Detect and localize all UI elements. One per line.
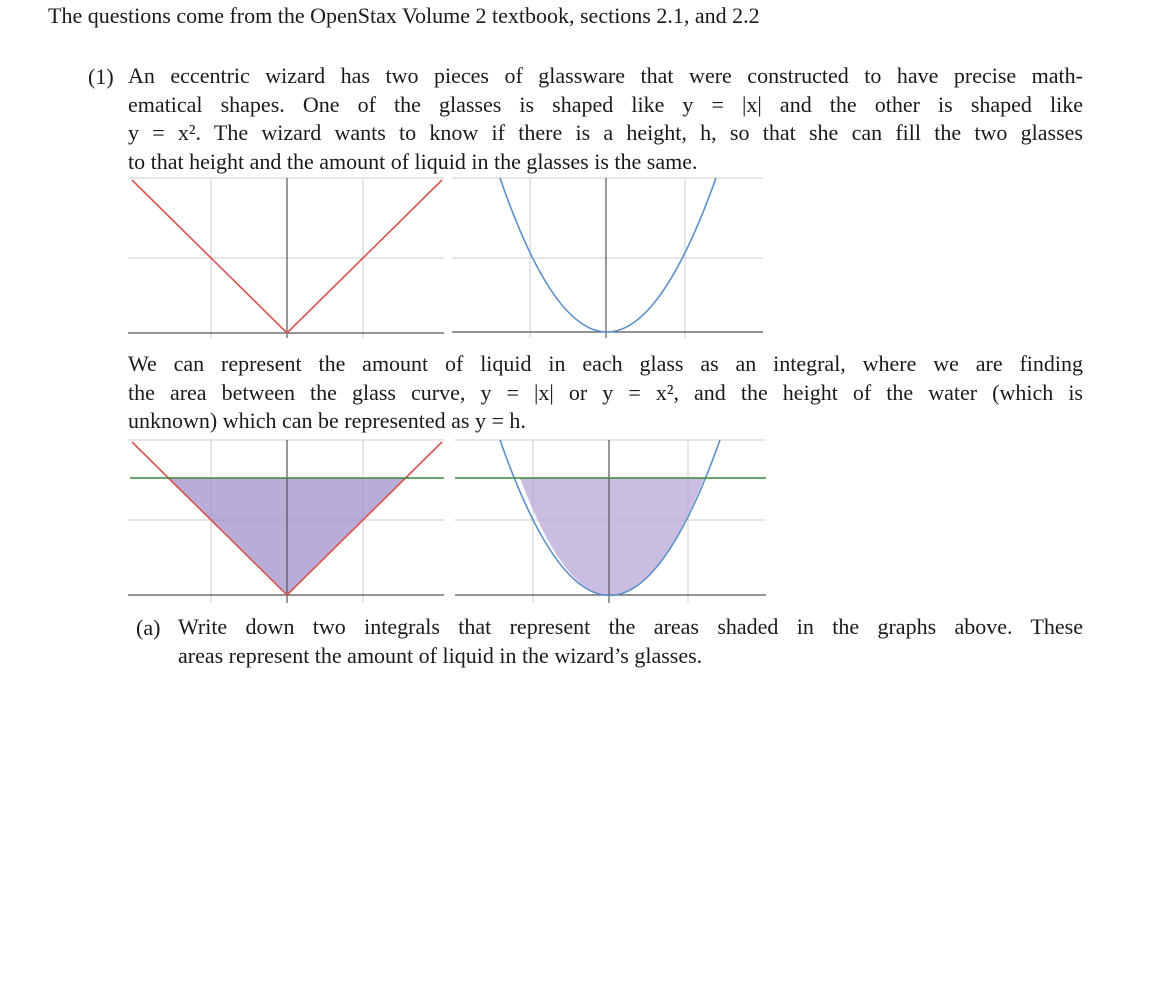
- part-a-line-1: Write down two integrals that represent the areas shaded in the graphs above. These: [178, 614, 1083, 639]
- middle-line-3: unknown) which can be represented as y = h.: [128, 408, 526, 434]
- part-a-text: [178, 613, 1083, 670]
- problem-number: (1): [88, 64, 114, 89]
- graph-abs-shaded: [128, 438, 448, 606]
- graph-parabola-grid: [452, 178, 763, 338]
- graph-abs-grid: [128, 178, 444, 338]
- middle-line-1: We can represent the amount of liquid in each glass as an integral, where we are finding: [128, 351, 1083, 376]
- middle-line-2: the area between the glass curve, y = |x| or y = x², and the height of the water (which is: [128, 379, 1083, 405]
- graph-parabola-shaded: [455, 438, 770, 606]
- problem-middle: [128, 350, 1083, 436]
- page-header: The questions come from the OpenStax Volume 2 textbook, sections 2.1, and 2.2: [48, 3, 760, 28]
- part-a-line-2: areas represent the amount of liquid in the wizard’s glasses.: [178, 642, 703, 668]
- part-a-label: (a): [136, 615, 161, 640]
- intro-line-1: An eccentric wizard has two pieces of glassware that were constructed to have precise math-: [128, 63, 1083, 88]
- intro-line-2: ematical shapes. One of the glasses is shaped like y = |x| and the other is shaped like: [128, 91, 1083, 117]
- graph-parabola-curve: [500, 178, 716, 332]
- liquid-abs-region: [167, 478, 405, 595]
- intro-line-3: y = x². The wizard wants to know if there is a height, h, so that she can fill the two glasses: [128, 120, 1083, 146]
- problem-intro: [128, 62, 1083, 176]
- graph-parabola: [452, 176, 767, 341]
- intro-line-4: to that height and the amount of liquid in the glasses is the same.: [128, 148, 698, 174]
- graph-abs: [128, 176, 448, 341]
